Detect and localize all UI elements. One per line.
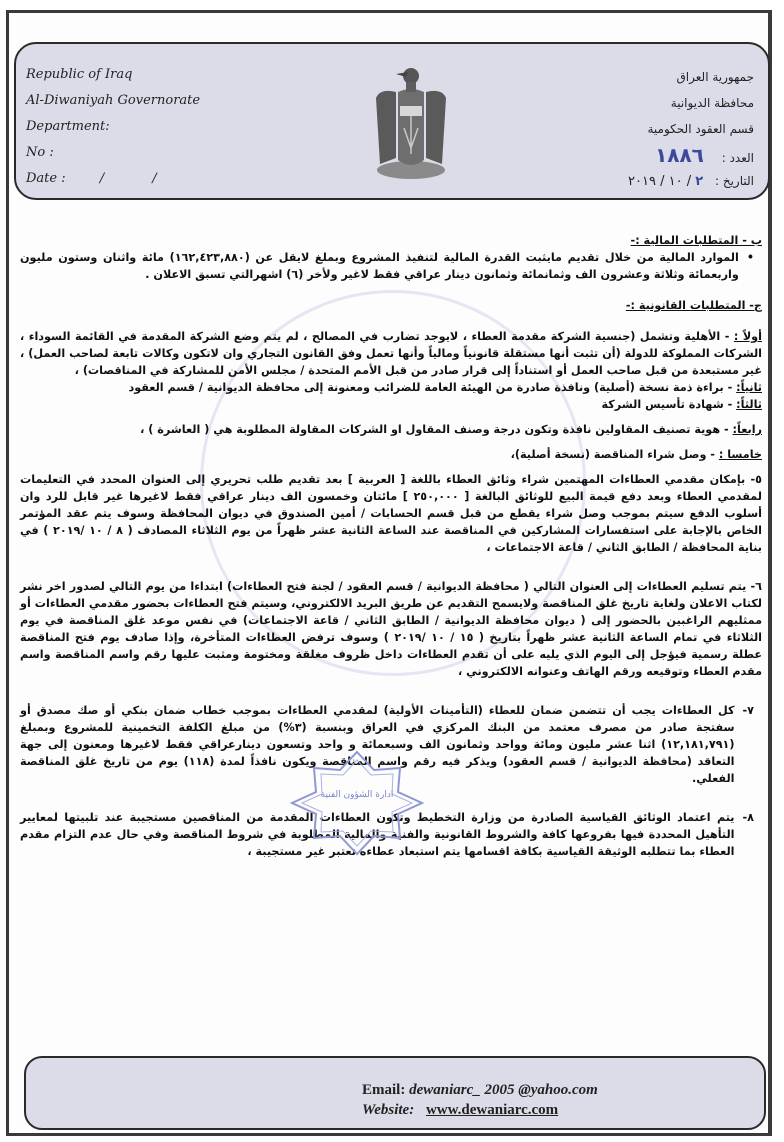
date-day-handwritten: ٢ — [695, 174, 704, 189]
date-slashes-en: / / — [99, 171, 179, 186]
legal-item-2 — [20, 379, 762, 396]
email-link[interactable]: dewaniarc_ 2005 @yahoo.com — [409, 1082, 598, 1098]
stamp-text: ادارة الشؤون الفنية — [320, 790, 394, 800]
date-label-en: Date : — [26, 171, 66, 186]
letterhead — [14, 42, 770, 200]
clause-5 — [20, 471, 762, 556]
clause-text: كل العطاءات يجب أن تتضمن ضمان للعطاء (التأمينات الأولية) لمقدمي العطاءات بموجب خطاب ضمان بنكي أو صك مصدق أو سفتجة صادر من مصرف معتمد من البنك المركزي في العراق وبنسبة (٣%) من مبلغ الكلفة التخمينية للمشروع وبمبلغ (١٢,١٨١,٧٩١) اثنا عشر مليون ومائة وواحد وثمانون الف وسبعمائة و واحد وتسعون دينارعراقي فقط لاغيرها ومعنون إلى جهة التعاقد (محافظة الديوانية / قسم العقود) ويذكر فيه رقم واسم المناقصة ويكون نافذاً لمدة (١١٨) يوم من تاريخ غلق المناقصة الفعلي. — [20, 704, 735, 785]
clause-7 — [20, 702, 762, 787]
legal-item-5 — [20, 446, 762, 463]
date-row-en — [26, 166, 266, 192]
financial-bullet — [20, 249, 762, 283]
financial-requirements-title: ب - المتطلبات المالية :- — [630, 234, 762, 247]
clause-number: ٨- — [742, 811, 754, 824]
clause-number: ٦- — [750, 580, 762, 593]
clause-6 — [20, 578, 762, 680]
number-row-ar — [494, 142, 754, 168]
clause-text: يتم اعتماد الوثائق القياسية الصادرة من وزارة التخطيط وتكون العطاءات المقدمة من المناقصين مستجيبة عند تلبيتها لمعايير التأهيل المحددة فيها بفروعها كافة والشروط القانونية والفنية والمالية المطلوبة في شروط المناقصة وفي حال عدم التزام مقدم العطاء بما تتطلبه الوثيقة القياسية بكافة اقسامها يتم استبعاد عطاءه تعتبر غير مستجيبة ، — [20, 811, 735, 858]
legal-item-1 — [20, 328, 762, 379]
legal-item-text: - وصل شراء المناقصة (نسخة أصلية)، — [510, 448, 715, 461]
clause-8 — [20, 809, 762, 860]
legal-item-text: - هوية تصنيف المقاولين نافذة وتكون درجة وصنف المقاول او الشركات المقاولة المطلوبة هي ( العاشرة ) ، — [140, 423, 729, 436]
legal-item-label: خامسا : — [718, 448, 762, 461]
legal-item-4 — [20, 421, 762, 438]
legal-requirements-title: ج- المتطلبات القانونية :- — [625, 299, 762, 312]
document-body — [20, 232, 762, 860]
legal-item-label: أولاً : — [733, 330, 762, 343]
date-label-ar: التاريخ : — [714, 174, 754, 188]
website-row — [362, 1100, 598, 1120]
clause-text: بإمكان مقدمي العطاءات المهتمين شراء وثائق العطاء باللغة [ العربية ] بعد تقديم طلب تحريري إلى العنوان المحدد في التعليمات لمقدمي العطاء وبعد دفع قيمة البيع للوثائق البالغة [ ٢٥٠,٠٠٠ ] مائتان وخمسون الف دينار عراقي فقط لاغيرها غير قابل للرد وان أسلوب الدفع سيتم بموجب وصل شراء يقطع من قبل قسم الحسابات / أمين الصندوق في ديوان المحافظة وسوف يتم عقد المؤتمر الخاص بالإجابة على استفسارات المشاركين في المناقصة عند الساعة الثانية عشر ظهراً من يوم الثلاثاء المصادف ( ٨ / ١٠ /٢٠١٩ ) في بناية المحافظة / الطابق الثاني / قاعة الاجتماعات ، — [20, 473, 762, 554]
legal-item-3 — [20, 396, 762, 413]
website-link[interactable]: www.dewaniarc.com — [425, 1102, 559, 1118]
legal-item-label: ثانياً: — [736, 381, 762, 394]
department-label-en: Department: — [26, 119, 110, 134]
financial-bullet-text: الموارد المالية من خلال تقديم مايثبت القدرة المالية لتنفيذ المشروع وبملغ لايقل عن (١٦٢,٤٢٣,٨٨٠) مائة واثنان وستون مليون واربعمائة وثلاثة وعشرون الف وثمانمائة وثمانون دينار عراقي فقط لاغير ولأخر (٦) اشهرالتي تسبق الاعلان . — [20, 251, 739, 281]
clause-number: ٥- — [750, 473, 762, 486]
legal-item-label: رابعاً: — [732, 423, 762, 436]
department-ar: قسم العقود الحكومية — [647, 122, 754, 136]
date-row-ar — [494, 168, 754, 194]
legal-item-text: - شهادة تأسيس الشركة — [601, 398, 733, 411]
letterhead-english — [26, 62, 266, 192]
legal-item-label: ثالثاً: — [736, 398, 762, 411]
governorate-ar: محافظة الديوانية — [670, 96, 754, 110]
iraq-eagle-emblem-icon — [366, 58, 456, 188]
reference-number: ١٨٨٦ — [655, 143, 704, 167]
no-label-en: No : — [26, 145, 54, 160]
clause-text: يتم تسليم العطاءات إلى العنوان التالي ( محافظة الديوانية / قسم العقود / لجنة فتح العطاءات) ابتداءا من يوم التالي لصدور اخر نشر لكتاب الاعلان ولغاية تاريخ غلق المناقصة ولايسمح التقديم عن طريق البريد الالكتروني، وسيتم فتح العطاءات بحضور مقدمي العطاءات أو ممثليهم الراغبين بالحضور إلى ( ديوان محافظة الديوانية / الطابق الثاني / قاعة الاجتماعات) في نفس موعد غلق المناقصة في يوم الثلاثاء في تمام الساعة الثانية عشر ظهراً بتاريخ ( ١٥ / ١٠ /٢٠١٩ ) وسوف ترفض العطاءات المتأخرة، وإذا صادف يوم فتح المناقصة عطلة رسمية فيؤجل إلى اليوم الذي يليه على أن تقدم العطاءات داخل ظروف مغلقة ومختومة ومثبت عليها رقم واسم المناقصة واسم مقدم العطاء وتوقيعه ورقم الهاتف وعنوانه الالكتروني ، — [20, 580, 762, 678]
footer-contact — [362, 1080, 598, 1120]
bullet-icon: • — [746, 251, 754, 264]
footer — [24, 1056, 766, 1130]
clause-number: ٧- — [742, 704, 754, 717]
number-label-ar: العدد : — [721, 151, 754, 165]
email-label: Email: — [362, 1082, 406, 1098]
governorate-en: Al-Diwaniyah Governorate — [26, 93, 201, 108]
reference-date — [628, 174, 703, 189]
country-en: Republic of Iraq — [26, 67, 133, 82]
date-month-year: / ١٠ / ٢٠١٩ — [628, 174, 692, 189]
legal-item-text: - براءة ذمة نسخة (أصلية) ونافذة صادرة من الهيئة العامة للضرائب ومعنونة إلى محافظة الديوانية / قسم العقود — [128, 381, 733, 394]
country-ar: جمهورية العراق — [676, 70, 754, 84]
letterhead-arabic — [494, 64, 754, 194]
legal-item-text: - الأهلية وتشمل (جنسية الشركة مقدمة العطاء ، لايوجد تضارب في المصالح ، لم يتم وضع الشركة المقدمة في القائمة السوداء ، الشركات المملوكة للدولة (أن تثبت أنها مستقلة قانونياً ومالياً وأنها تعمل وفق القانون التجاري وان لاتكون وكالات تابعة لصاحب العمل) ، غير مستبعدة من قبل صاحب العمل أو استناداً إلى قرار صادر من قبل الأمم المتحدة / مجلس الأمن للمشاركة في المناقصات) ، — [20, 330, 762, 377]
website-label: Website: — [362, 1102, 415, 1118]
email-row — [362, 1080, 598, 1100]
